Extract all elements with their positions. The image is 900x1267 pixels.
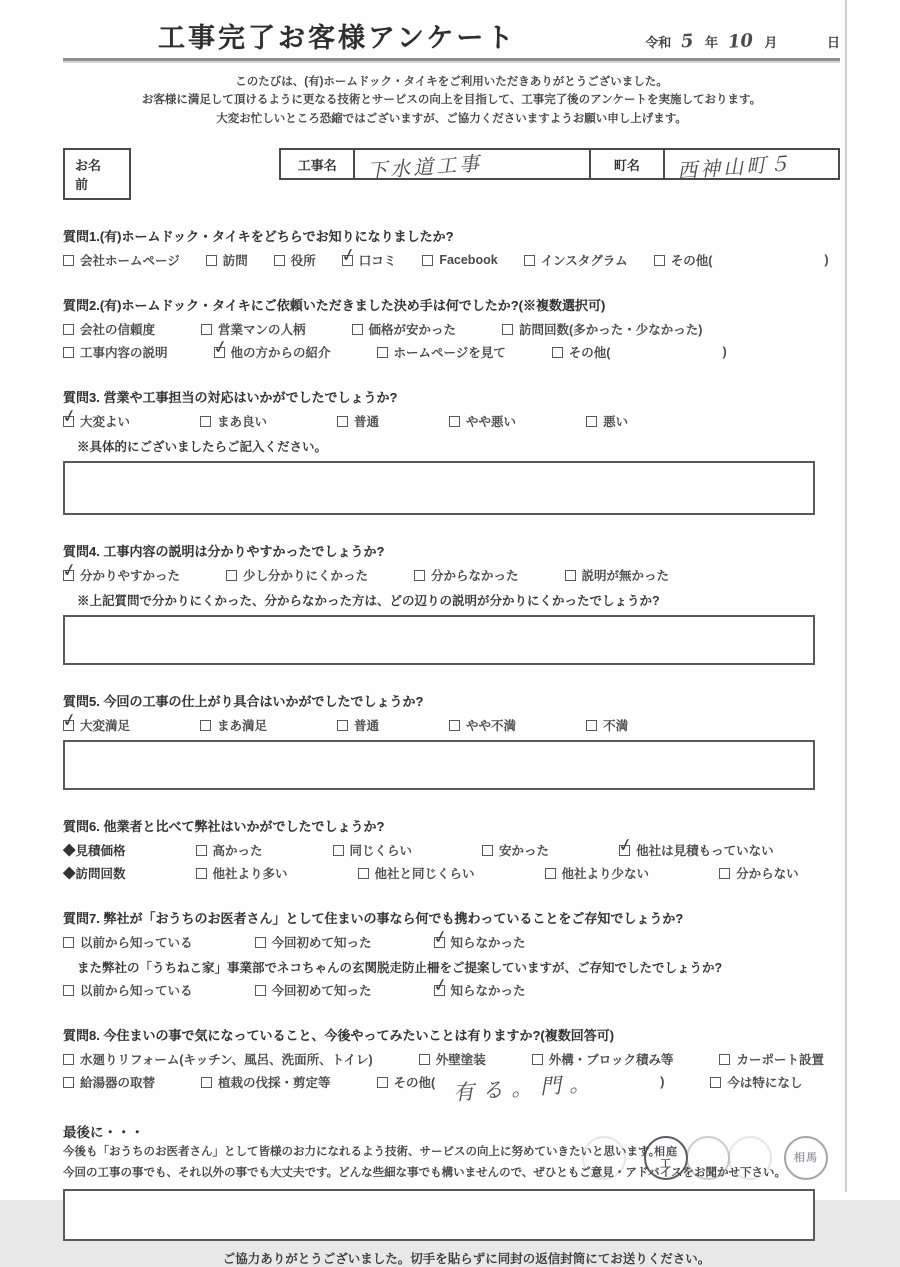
checkbox-option[interactable]	[63, 1050, 373, 1068]
checkmark-icon: ✓	[60, 404, 80, 428]
date-day-label: 日	[826, 35, 840, 50]
checkbox-option[interactable]	[482, 841, 549, 859]
options-row	[63, 864, 840, 882]
checkmark-icon: ✓	[60, 558, 80, 582]
option-label: やや不満	[466, 719, 517, 734]
date-month-handwritten: 10	[726, 30, 754, 53]
checkbox	[63, 324, 74, 335]
option-label: 今回初めて知った	[271, 936, 372, 951]
checkmark-icon: ✓	[338, 243, 358, 267]
intro-line: お客様に満足して頂けるように更なる技術とサービスの向上を目指して、工事完了後のアンケートを実施しております。	[141, 94, 762, 107]
checkbox	[449, 416, 460, 427]
footer-instruction: ご協力ありがとうございました。切手を貼らずに同封の返信封筒にてお送りください。	[222, 1251, 711, 1266]
checkbox	[337, 720, 348, 731]
checkbox-option[interactable]	[201, 320, 306, 338]
checkbox-option[interactable]	[337, 412, 379, 430]
options-row	[63, 320, 840, 338]
checkmark-icon: ✓	[210, 335, 230, 359]
question-block	[63, 1025, 840, 1106]
stamp-seal	[686, 1136, 730, 1180]
option-label: カーポート設置	[736, 1053, 824, 1068]
options-row	[60, 708, 840, 734]
checkbox-option[interactable]	[337, 716, 379, 734]
checkbox	[430, 925, 450, 949]
info-fields	[63, 148, 840, 200]
question-block	[63, 816, 840, 882]
checkbox-option[interactable]	[710, 1073, 802, 1091]
question-title: 質問2.(有)ホームドック・タイキにご依頼いただきました決め手は何でしたか?(※複数選択可)	[63, 298, 606, 314]
stamp-seal: 相庭 工	[644, 1136, 688, 1180]
option-label: 会社ホームページ	[80, 254, 180, 269]
option-label: 他社より多い	[212, 867, 288, 882]
checkbox-option[interactable]	[358, 864, 475, 882]
checkbox-option[interactable]	[63, 251, 180, 269]
checkbox-option[interactable]	[63, 981, 193, 999]
checkbox	[63, 347, 74, 358]
checkbox-option[interactable]	[200, 412, 267, 430]
option-group-label: ◆見積価格	[63, 844, 126, 859]
option-label: 分からない	[736, 867, 799, 882]
checkbox-option[interactable]	[196, 841, 263, 859]
checkbox	[377, 1077, 388, 1088]
checkbox	[60, 708, 80, 732]
checkbox	[338, 243, 358, 267]
question-block	[60, 541, 840, 665]
option-label: 大変満足	[80, 719, 131, 734]
checkbox-option[interactable]	[377, 1071, 665, 1106]
option-label: その他(	[393, 1076, 436, 1091]
question-title: 質問6. 他業者と比べて弊社はいかがでしたでしょうか?	[63, 819, 385, 835]
option-label: 外壁塗装	[435, 1053, 486, 1068]
checkbox-option[interactable]	[586, 716, 628, 734]
option-label: 植栽の伐採・剪定等	[218, 1076, 331, 1091]
question-title: 質問3. 営業や工事担当の対応はいかがでしたでしょうか?	[63, 390, 398, 406]
options-row	[63, 925, 840, 951]
option-label: やや悪い	[466, 415, 517, 430]
question-title: 質問7. 弊社が「おうちのお医者さん」として住まいの事なら何でも携わっていることをご存知でしょうか?	[63, 911, 684, 927]
option-label: 少し分かりにくかった	[243, 569, 369, 584]
option-label: Facebook	[439, 253, 498, 268]
date-year-handwritten: 5	[680, 30, 695, 53]
intro-text	[63, 73, 840, 128]
option-label: まあ満足	[217, 719, 268, 734]
checkbox-option[interactable]	[338, 243, 397, 269]
options-row	[63, 973, 840, 999]
checkbox	[196, 868, 207, 879]
stamp-seal	[582, 1136, 626, 1180]
free-text-box[interactable]	[63, 1189, 815, 1241]
checkbox-option[interactable]	[196, 864, 288, 882]
checkbox-option[interactable]	[524, 251, 628, 269]
checkbox	[274, 255, 285, 266]
checkbox	[719, 868, 730, 879]
checkbox	[654, 255, 665, 266]
checkbox-option[interactable]	[430, 973, 526, 999]
option-label: 水廻りリフォーム(キッチン、風呂、洗面所、トイレ)	[80, 1053, 373, 1068]
checkbox-option[interactable]	[200, 716, 267, 734]
checkmark-icon: ✓	[430, 973, 450, 997]
checkbox-option[interactable]	[210, 335, 331, 361]
checkbox-option[interactable]	[63, 343, 168, 361]
option-label: 他社は見積もっていない	[636, 844, 774, 859]
checkbox	[196, 845, 207, 856]
header	[63, 16, 840, 55]
checkbox	[565, 570, 576, 581]
checkbox-option[interactable]	[63, 933, 193, 951]
options-row	[63, 243, 840, 269]
closing-line: 今回の工事の事でも、それ以外の事でも大丈夫です。どんな些細な事でも構いませんので、ぜひともご意見・アドバイスをお聞かせ下さい。	[63, 1166, 786, 1179]
checkbox	[255, 937, 266, 948]
checkbox	[719, 1054, 730, 1065]
free-text-box[interactable]	[63, 461, 815, 515]
option-label: 以前から知っている	[80, 936, 193, 951]
header-divider	[63, 58, 840, 61]
checkbox-option[interactable]	[545, 864, 650, 882]
checkbox	[502, 324, 513, 335]
question-title: 質問5. 今回の工事の仕上がり具合はいかがでしたでしょうか?	[63, 694, 424, 710]
checkbox	[545, 868, 556, 879]
checkbox	[422, 255, 433, 266]
checkbox	[201, 1077, 212, 1088]
paren-close: )	[660, 1075, 665, 1090]
checkbox-option[interactable]	[552, 343, 727, 361]
checkbox-option[interactable]	[719, 864, 799, 882]
questions-list	[60, 226, 840, 1106]
checkbox	[352, 324, 363, 335]
checkbox-option[interactable]	[449, 716, 516, 734]
options-row	[63, 833, 840, 859]
checkbox	[63, 1077, 74, 1088]
option-label: 普通	[354, 415, 380, 430]
checkbox-option[interactable]	[430, 925, 526, 951]
option-label: 給湯器の取替	[80, 1076, 156, 1091]
checkbox	[226, 570, 237, 581]
checkbox-option[interactable]	[274, 251, 316, 269]
work-name-handwritten: 下水道工事	[366, 151, 484, 184]
option-label: 知らなかった	[450, 936, 526, 951]
stamp-seal	[728, 1136, 772, 1180]
option-label: その他(	[568, 346, 611, 361]
checkbox	[586, 416, 597, 427]
checkbox	[255, 985, 266, 996]
option-label: インスタグラム	[540, 254, 628, 269]
option-label: 他社より少ない	[561, 867, 650, 882]
checkbox-option[interactable]	[422, 253, 497, 267]
checkbox-option[interactable]	[565, 566, 670, 584]
question-block	[63, 226, 840, 269]
option-label: 工事内容の説明	[80, 346, 168, 361]
option-group-label: ◆訪問回数	[63, 867, 126, 882]
checkmark-icon: ✓	[616, 833, 636, 857]
question-title: 質問1.(有)ホームドック・タイキをどちらでお知りになりましたか?	[63, 229, 454, 245]
checkbox	[430, 973, 450, 997]
checkbox	[60, 558, 80, 582]
option-label: 悪い	[603, 415, 629, 430]
option-label: 訪問	[222, 254, 248, 269]
option-label: 価格が安かった	[368, 323, 457, 338]
question-title: 質問8. 今住まいの事で気になっていること、今後やってみたいことは有りますか?(複数回答可)	[63, 1028, 615, 1044]
option-label: 今は特になし	[727, 1076, 803, 1091]
option-label: 大変よい	[80, 415, 131, 430]
option-label: 分からなかった	[431, 569, 519, 584]
free-text-box[interactable]	[63, 615, 815, 665]
checkbox	[482, 845, 493, 856]
intro-line: このたびは、(有)ホームドック・タイキをご利用いただきありがとうございました。	[235, 76, 668, 88]
checkbox-option[interactable]	[654, 251, 829, 269]
checkbox-option[interactable]	[377, 343, 506, 361]
checkbox-option[interactable]	[63, 1073, 155, 1091]
checkbox-option[interactable]	[206, 251, 248, 269]
intro-line: 大変お忙しいところ恐縮ではございますが、ご協力くださいますようお願い申し上げます。	[216, 112, 687, 125]
town-name-label: 町名	[591, 150, 665, 178]
checkbox	[337, 416, 348, 427]
option-label: 分かりやすかった	[80, 569, 181, 584]
town-name-field[interactable]	[665, 150, 838, 184]
approval-stamps	[582, 1136, 842, 1188]
name-field-label: お名前	[63, 148, 131, 200]
checkbox	[63, 937, 74, 948]
date-month-label: 月	[764, 35, 778, 50]
checkbox-option[interactable]	[502, 320, 702, 338]
work-name-label: 工事名	[281, 150, 355, 178]
checkbox	[200, 416, 211, 427]
checkbox	[63, 255, 74, 266]
checkbox	[63, 1054, 74, 1065]
checkbox	[616, 833, 636, 857]
checkmark-icon: ✓	[430, 925, 450, 949]
checkbox-option[interactable]	[60, 708, 131, 734]
work-town-table	[279, 148, 840, 184]
option-label: 普通	[354, 719, 380, 734]
checkbox	[419, 1054, 430, 1065]
option-label: 知らなかった	[450, 984, 526, 999]
options-row	[63, 1071, 840, 1106]
option-label: その他(	[670, 254, 713, 269]
date-era-label: 令和	[645, 35, 672, 50]
option-label: 役所	[290, 254, 316, 269]
options-row	[63, 335, 840, 361]
checkbox-option[interactable]	[226, 566, 368, 584]
checkbox-option[interactable]	[60, 404, 131, 430]
checkbox-option[interactable]	[201, 1073, 331, 1091]
checkbox	[552, 347, 563, 358]
option-label: 他社と同じくらい	[374, 867, 475, 882]
page-title: 工事完了お客様アンケート	[158, 23, 517, 53]
checkbox-option[interactable]	[449, 412, 516, 430]
option-label: 同じくらい	[349, 844, 413, 859]
option-label: ホームページを見て	[393, 346, 506, 361]
checkbox	[333, 845, 344, 856]
date-line	[639, 31, 840, 55]
option-label: 安かった	[499, 844, 550, 859]
stamp-seal: 相馬	[784, 1136, 828, 1180]
paren-close: )	[824, 253, 829, 268]
question-block	[63, 908, 840, 999]
option-label: 外構・ブロック積み等	[548, 1053, 674, 1068]
option-label: 高かった	[212, 844, 263, 859]
option-label: 口コミ	[358, 254, 397, 269]
checkbox-option[interactable]	[419, 1050, 486, 1068]
checkbox-option[interactable]	[333, 841, 413, 859]
checkbox-option[interactable]	[255, 981, 372, 999]
checkbox	[200, 720, 211, 731]
checkbox	[60, 404, 80, 428]
checkbox-option[interactable]	[60, 558, 181, 584]
checkbox	[524, 255, 535, 266]
question-block	[60, 691, 840, 790]
checkbox-option[interactable]	[616, 833, 774, 859]
checkbox	[358, 868, 369, 879]
option-label: まあ良い	[217, 415, 268, 430]
checkbox	[532, 1054, 543, 1065]
free-text-box[interactable]	[63, 740, 815, 790]
checkbox	[449, 720, 460, 731]
town-name-handwritten: 西神山町５	[676, 151, 793, 184]
checkbox-option[interactable]	[586, 412, 628, 430]
question-block	[63, 295, 840, 361]
checkbox-option[interactable]	[719, 1050, 824, 1068]
closing-heading: 最後に・・・	[63, 1125, 144, 1141]
option-label: 営業マンの人柄	[218, 323, 306, 338]
checkbox	[586, 720, 597, 731]
checkbox	[414, 570, 425, 581]
options-row	[63, 1050, 840, 1068]
question-block	[60, 387, 840, 515]
checkbox	[377, 347, 388, 358]
work-name-field[interactable]	[355, 150, 591, 184]
option-label: 不満	[603, 719, 629, 734]
date-year-label: 年	[705, 35, 719, 50]
options-row	[60, 404, 840, 430]
note-text: ※具体的にございましたらご記入ください。	[77, 440, 328, 455]
handwritten-answer: 有る。門。	[452, 1071, 599, 1106]
option-label: 訪問回数(多かった・少なかった)	[519, 323, 703, 338]
checkbox-option[interactable]	[352, 320, 457, 338]
option-label: 会社の信頼度	[80, 323, 156, 338]
checkmark-icon: ✓	[60, 708, 80, 732]
question-title: 質問4. 工事内容の説明は分かりやすかったでしょうか?	[63, 544, 385, 560]
checkbox	[210, 335, 230, 359]
closing-line: 今後も「おうちのお医者さん」として皆様のお力になれるよう技術、サービスの向上に努めていきたいと思います。	[63, 1146, 661, 1159]
checkbox-option[interactable]	[414, 566, 519, 584]
checkbox-option[interactable]	[255, 933, 372, 951]
paren-close: )	[722, 345, 727, 360]
options-row	[60, 558, 840, 584]
option-label: 他の方からの紹介	[230, 346, 331, 361]
checkbox-option[interactable]	[532, 1050, 674, 1068]
option-label: 説明が無かった	[581, 569, 670, 584]
checkbox-option[interactable]	[63, 320, 155, 338]
checkbox	[201, 324, 212, 335]
option-label: 以前から知っている	[80, 984, 193, 999]
checkbox	[710, 1077, 721, 1088]
checkbox	[63, 985, 74, 996]
note-text: ※上記質問で分かりにくかった、分からなかった方は、どの辺りの説明が分かりにくかったでしょうか?	[77, 594, 660, 609]
note-text: また弊社の「うちねこ家」事業部でネコちゃんの玄関脱走防止柵をご提案していますが、ご存知でしたでしょうか?	[77, 961, 723, 976]
option-label: 今回初めて知った	[271, 984, 372, 999]
checkbox	[206, 255, 217, 266]
